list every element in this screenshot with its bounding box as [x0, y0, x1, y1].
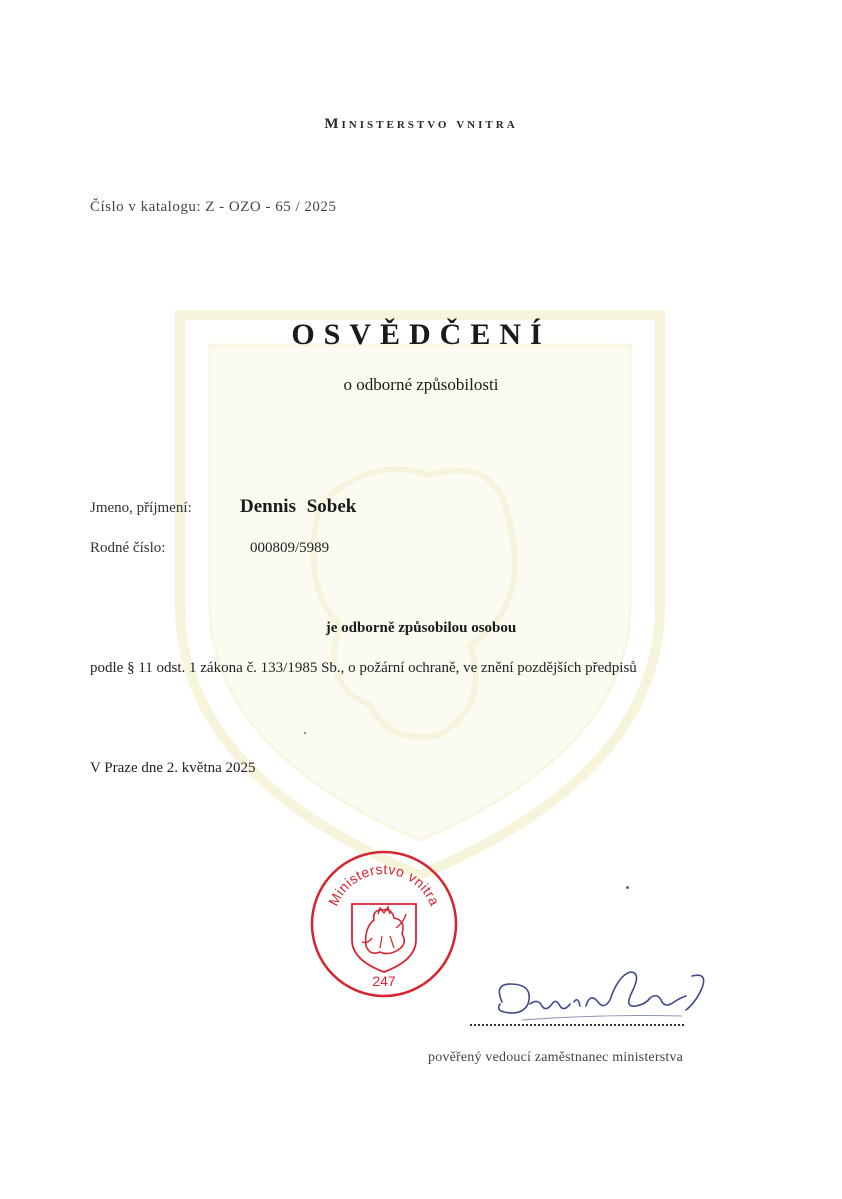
competence-statement: je odborně způsobilou osobou — [325, 620, 517, 636]
official-stamp — [308, 848, 460, 1000]
stamp-number: 247 — [372, 973, 396, 989]
catalog-number: Číslo v katalogu: Z - OZO - 65 / 2025 — [90, 199, 337, 215]
stamp-text: Ministerstvo vnitra — [324, 860, 444, 909]
scan-speck — [626, 886, 629, 889]
scan-speck — [304, 732, 306, 734]
legal-basis: podle § 11 odst. 1 zákona č. 133/1985 Sb., o požární ochraně, ve znění pozdějších předpisů — [90, 660, 637, 676]
place-and-date: V Praze dne 2. května 2025 — [90, 760, 256, 776]
lion-shield-icon — [352, 904, 416, 972]
ministry-header: Ministerstvo vnitra — [324, 116, 518, 132]
birth-number-label: Rodné číslo: — [90, 540, 166, 556]
certificate-subtitle: o odborné způsobilosti — [343, 375, 499, 394]
svg-text:Ministerstvo vnitra — [325, 861, 443, 908]
signature-line — [470, 1024, 684, 1026]
holder-name: Dennis Sobek — [240, 496, 357, 517]
signer-role: pověřený vedoucí zaměstnanec ministerstva — [428, 1050, 684, 1065]
birth-number-value: 000809/5989 — [250, 540, 330, 556]
name-label: Jmeno, příjmení: — [90, 500, 192, 516]
certificate-title: OSVĚDČENÍ — [291, 318, 551, 351]
handwritten-signature — [482, 962, 722, 1026]
